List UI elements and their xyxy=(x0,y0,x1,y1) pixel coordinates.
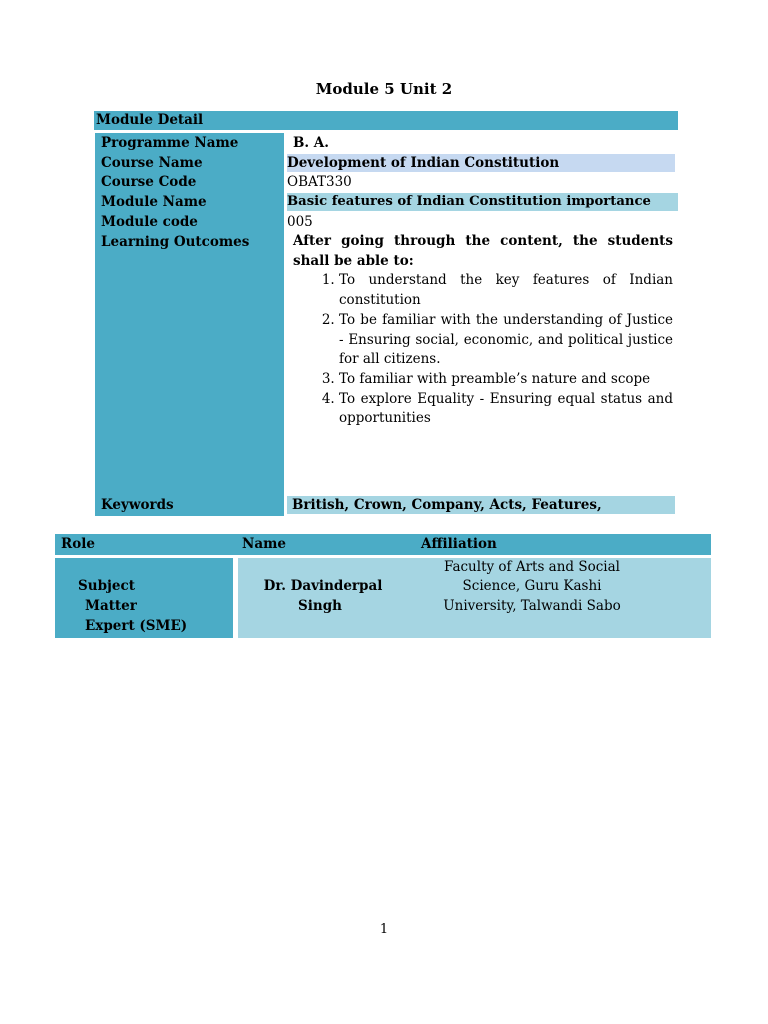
course-name-value: Development of Indian Constitution xyxy=(287,154,675,172)
role-line-3: Expert (SME) xyxy=(85,618,188,634)
module-detail-header xyxy=(94,111,678,130)
learning-outcomes-label: Learning Outcomes xyxy=(101,234,250,250)
role-table-header xyxy=(55,534,711,555)
list-item: 2. To be familiar with the understanding of Justice - Ensuring social, economic, and political justice for all citizens. xyxy=(339,311,673,370)
module-code-label: Module code xyxy=(101,214,198,230)
keywords-value: British, Crown, Company, Acts, Features, xyxy=(287,496,675,514)
module-code-value: 005 xyxy=(287,214,313,230)
module-detail-header-label: Module Detail xyxy=(96,112,204,128)
name-line-1: Dr. Davinderpal xyxy=(263,578,383,594)
role-line-2: Matter xyxy=(85,598,137,614)
list-item: 4. To explore Equality - Ensuring equal status and opportunities xyxy=(339,390,673,429)
keywords-label: Keywords xyxy=(101,497,174,513)
module-name-label: Module Name xyxy=(101,194,207,210)
page-number: 1 xyxy=(379,922,389,937)
course-code-value: OBAT330 xyxy=(287,174,352,190)
affiliation-line-2: Science, Guru Kashi xyxy=(462,578,602,594)
name-column-header: Name xyxy=(242,536,286,552)
course-code-label: Course Code xyxy=(101,174,197,190)
name-line-2: Singh xyxy=(298,598,342,614)
course-name-label: Course Name xyxy=(101,155,203,171)
affiliation-line-1: Faculty of Arts and Social xyxy=(444,559,620,575)
role-column-header: Role xyxy=(61,536,95,552)
role-line-1: Subject xyxy=(78,578,135,594)
document-title: Module 5 Unit 2 xyxy=(315,80,453,98)
affiliation-column-header: Affiliation xyxy=(421,536,497,552)
learning-outcomes-content xyxy=(293,232,673,429)
programme-name-label: Programme Name xyxy=(101,135,239,151)
module-name-value: Basic features of Indian Constitution importance xyxy=(287,193,678,211)
list-item: 1. To understand the key features of Indian constitution xyxy=(339,271,673,310)
learning-outcomes-list xyxy=(293,271,673,429)
programme-name-value: B. A. xyxy=(293,135,329,151)
list-item: 3. To familiar with preamble’s nature and scope xyxy=(339,370,673,390)
affiliation-line-3: University, Talwandi Sabo xyxy=(443,598,621,614)
learning-outcomes-intro: After going through the content, the students shall be able to: xyxy=(293,233,673,269)
